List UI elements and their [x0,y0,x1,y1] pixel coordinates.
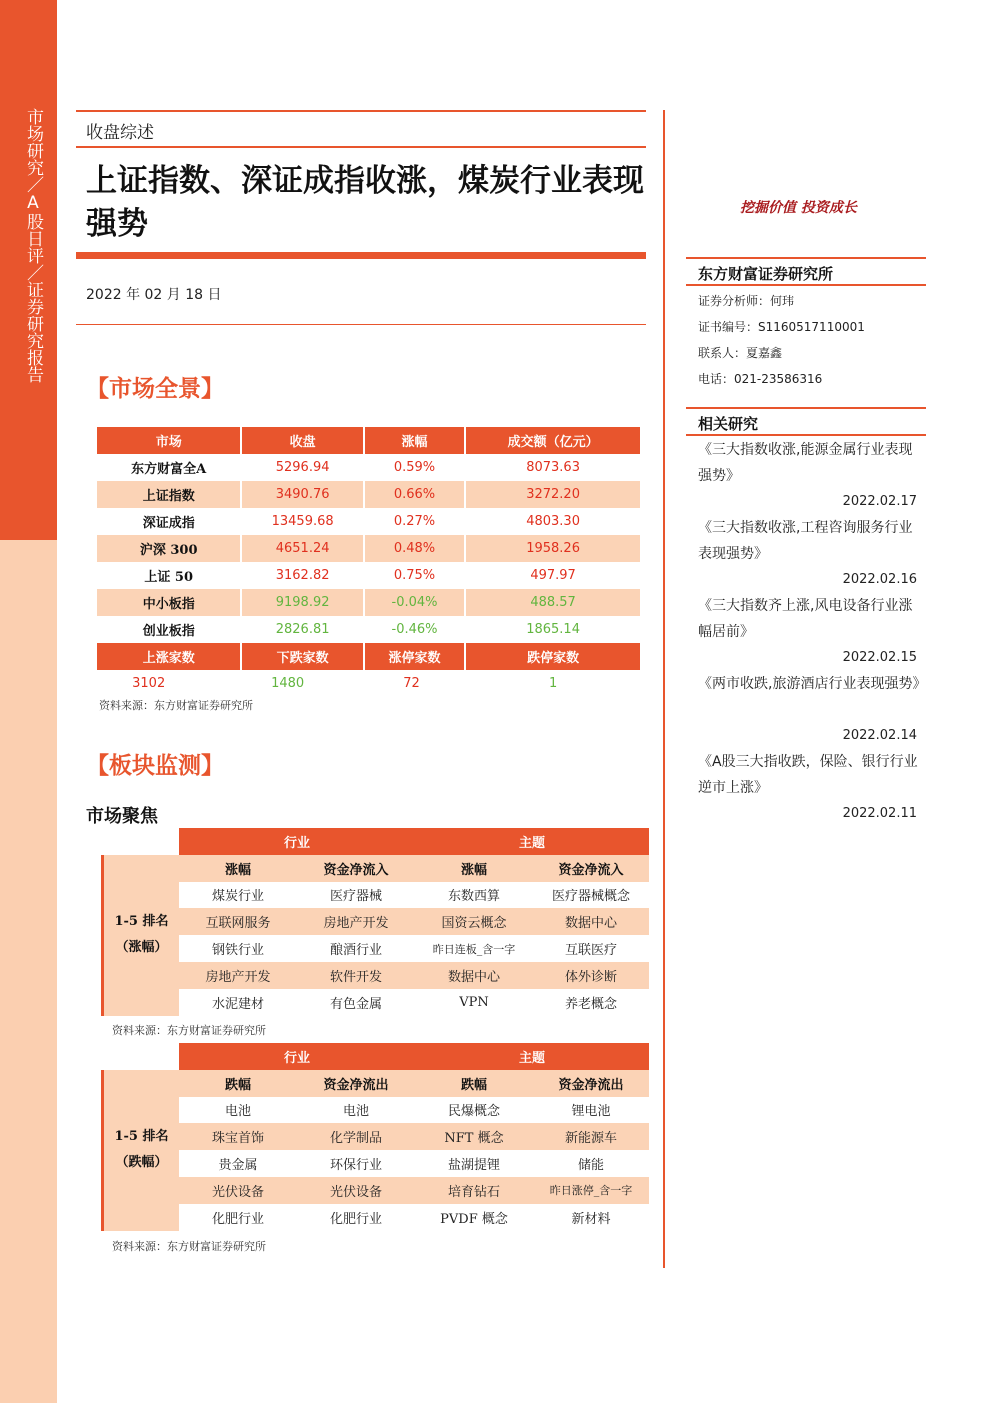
table-cell: 医疗器械概念 [551,889,630,905]
header-mid-rule [76,146,646,148]
column-header: 涨停家数 [365,643,464,670]
table-cell: 化肥行业 [329,1211,382,1227]
index-turnover: 4803.30 [526,514,580,529]
index-name: 创业板指 [142,624,195,639]
table-cell: 体外诊断 [533,962,649,989]
table-cell: 互联网服务 [179,908,297,935]
group-header-row [101,1043,649,1070]
losers-table-source: 资料来源：东方财富证券研究所 [112,1240,266,1253]
index-change: 0.27% [393,514,436,529]
breadth-header [97,643,640,670]
table-cell: VPN [459,994,489,1010]
table-cell: 贵金属 [218,1158,258,1174]
related-top-rule [686,407,926,409]
related-report-date: 2022.02.15 [842,650,917,665]
index-close: 4651.24 [242,535,362,562]
certificate-number: 证书编号：S1160517110001 [698,320,865,334]
column-divider [663,110,665,1268]
column-header: 涨幅 [179,855,297,882]
table-cell: 光伏设备 [297,1177,415,1204]
table-row [101,1150,649,1177]
decliners-count: 1480 [271,676,305,691]
table-row [97,508,640,535]
gainers-table [101,828,649,1016]
rank-label: 1-5 排名 （跌幅） [101,1070,179,1231]
market-overview-heading: 【市场全景】 [86,375,224,402]
table-row [97,454,640,481]
gainers-table-source: 资料来源：东方财富证券研究所 [112,1024,266,1037]
index-turnover: 3272.20 [466,481,640,508]
page-title: 上证指数、深证成指收涨，煤炭行业表现强势 [86,163,644,242]
index-name: 深证成指 [142,516,195,531]
index-name: 中小板指 [97,589,240,616]
index-close: 2826.81 [275,622,330,637]
table-cell: 养老概念 [564,996,617,1012]
table-cell: 化肥行业 [211,1211,264,1227]
group-header-theme: 主题 [415,1043,649,1070]
table-row [101,908,649,935]
market-focus-heading: 市场聚焦 [86,806,158,827]
index-change: 0.48% [365,535,464,562]
index-change: 0.59% [393,460,436,475]
related-report-link[interactable]: 《两市收跌,旅游酒店行业表现强势》 [698,676,927,692]
related-bottom-rule [686,434,926,436]
index-change: 0.75% [393,568,436,583]
contact-person: 联系人：夏嘉鑫 [698,346,783,360]
index-close: 9198.92 [242,589,362,616]
table-cell: 数据中心 [415,962,533,989]
advancers-count: 3102 [132,676,166,691]
table-cell: 新能源车 [533,1123,649,1150]
index-close: 13459.68 [271,514,334,529]
index-turnover: 1865.14 [526,622,580,637]
date-divider [76,324,646,325]
table-row [101,1097,649,1124]
group-header-industry: 行业 [179,828,415,855]
table-cell: 珠宝首饰 [179,1123,297,1150]
breadth-row [97,670,640,697]
related-research-heading: 相关研究 [698,415,759,433]
table-cell: 民爆概念 [447,1104,500,1120]
column-header: 跌幅 [179,1070,297,1097]
market-overview-table [95,427,642,697]
institute-top-rule [686,257,926,259]
index-turnover: 8073.63 [526,460,580,475]
table-cell: 光伏设备 [179,1177,297,1204]
related-report-link[interactable]: 《三大指数收涨,工程咨询服务行业表现强势》 [698,520,913,562]
table-cell: 新材料 [571,1211,611,1227]
section-label: 收盘综述 [86,123,154,143]
group-header-theme: 主题 [415,828,649,855]
table-row [97,562,640,589]
analyst-name: 证券分析师：何玮 [698,294,795,308]
index-close: 3162.82 [275,568,330,583]
related-report-date: 2022.02.11 [842,806,917,821]
limit-down-count: 1 [548,676,558,691]
table-cell: 国资云概念 [415,908,533,935]
table-cell: 酿酒行业 [329,943,382,959]
table-cell: 东数西算 [447,889,500,905]
index-close: 5296.94 [275,460,330,475]
table-cell: PVDF 概念 [440,1211,508,1227]
index-change: -0.46% [391,622,438,637]
sector-monitor-heading: 【板块监测】 [86,752,224,779]
index-name: 上证指数 [97,481,240,508]
table-cell: 钢铁行业 [211,943,264,959]
table-cell: 房地产开发 [179,962,297,989]
losers-table [101,1043,649,1231]
column-header: 跌停家数 [466,643,640,670]
column-header-row [101,855,649,882]
table-cell: 储能 [577,1158,604,1174]
table-cell: 水泥建材 [211,996,264,1012]
table-cell: 电池 [224,1104,251,1120]
table-cell: 锂电池 [571,1104,611,1120]
table-cell: 煤炭行业 [211,889,264,905]
index-name: 上证 50 [144,570,193,585]
table-row [101,935,649,962]
table-cell: 房地产开发 [297,908,415,935]
column-header: 涨幅 [415,855,533,882]
index-turnover: 488.57 [466,589,640,616]
table-cell: 昨日涨停_含一字 [533,1177,649,1204]
table-row [97,589,640,616]
related-report-date: 2022.02.14 [842,728,917,743]
table-cell: 软件开发 [297,962,415,989]
column-header: 资金净流入 [297,855,415,882]
index-name: 东方财富全A [131,462,207,477]
table-cell: 环保行业 [329,1158,382,1174]
table-row [97,535,640,562]
related-report-link[interactable]: 《A股三大指收跌，保险、银行行业逆市上涨》 [698,754,918,796]
index-name: 沪深 300 [97,535,240,562]
column-header: 收盘 [242,427,362,454]
related-report-link[interactable]: 《三大指数收涨,能源金属行业表现强势》 [698,442,913,484]
column-header: 市场 [97,427,240,454]
table-row [101,989,649,1016]
table-cell: NFT 概念 [415,1123,533,1150]
column-header: 资金净流入 [533,855,649,882]
related-report-date: 2022.02.17 [842,494,917,509]
column-header: 跌幅 [415,1070,533,1097]
group-header-row [101,828,649,855]
table-cell: 电池 [342,1104,369,1120]
table-cell: 昨日连板_含一字 [432,942,516,956]
table-row [101,1204,649,1231]
column-header: 上涨家数 [97,643,240,670]
table-row [97,481,640,508]
related-report-link[interactable]: 《三大指数齐上涨,风电设备行业涨幅居前》 [698,598,913,640]
column-header-row [101,1070,649,1097]
column-header: 下跌家数 [242,643,362,670]
table-cell: 盐湖提锂 [447,1158,500,1174]
table-cell: 培育钻石 [415,1177,533,1204]
related-report-date: 2022.02.16 [842,572,917,587]
index-change: 0.66% [365,481,464,508]
column-header: 资金净流出 [297,1070,415,1097]
phone-number: 电话：021-23586316 [698,372,823,386]
group-header-industry: 行业 [179,1043,415,1070]
index-close: 3490.76 [242,481,362,508]
index-change: -0.04% [365,589,464,616]
table-row [101,882,649,909]
report-category-label: 市场研究／A股日评／证券研究报告 [23,108,43,383]
title-underline [76,252,646,259]
company-motto: 挖掘价值 投资成长 [740,200,857,216]
table-row [101,1177,649,1204]
index-turnover: 497.97 [530,568,576,583]
column-header: 资金净流出 [533,1070,649,1097]
table-cell: 化学制品 [297,1123,415,1150]
table-cell: 互联医疗 [564,943,617,959]
rank-label: 1-5 排名 （涨幅） [101,855,179,1016]
table-cell: 医疗器械 [329,889,382,905]
market-table-source: 资料来源：东方财富证券研究所 [99,699,253,712]
sidebar-band-bottom [0,540,57,1403]
limit-up-count: 72 [403,676,420,691]
institute-name: 东方财富证券研究所 [698,265,834,283]
table-row [101,962,649,989]
table-cell: 有色金属 [329,996,382,1012]
market-table-header [97,427,640,454]
index-turnover: 1958.26 [466,535,640,562]
institute-bottom-rule [686,284,926,286]
header-top-rule [76,110,646,112]
column-header: 涨幅 [365,427,464,454]
table-row [101,1123,649,1150]
table-cell: 数据中心 [533,908,649,935]
report-date: 2022 年 02 月 18 日 [86,287,222,303]
column-header: 成交额（亿元） [466,427,640,454]
table-row [97,616,640,643]
